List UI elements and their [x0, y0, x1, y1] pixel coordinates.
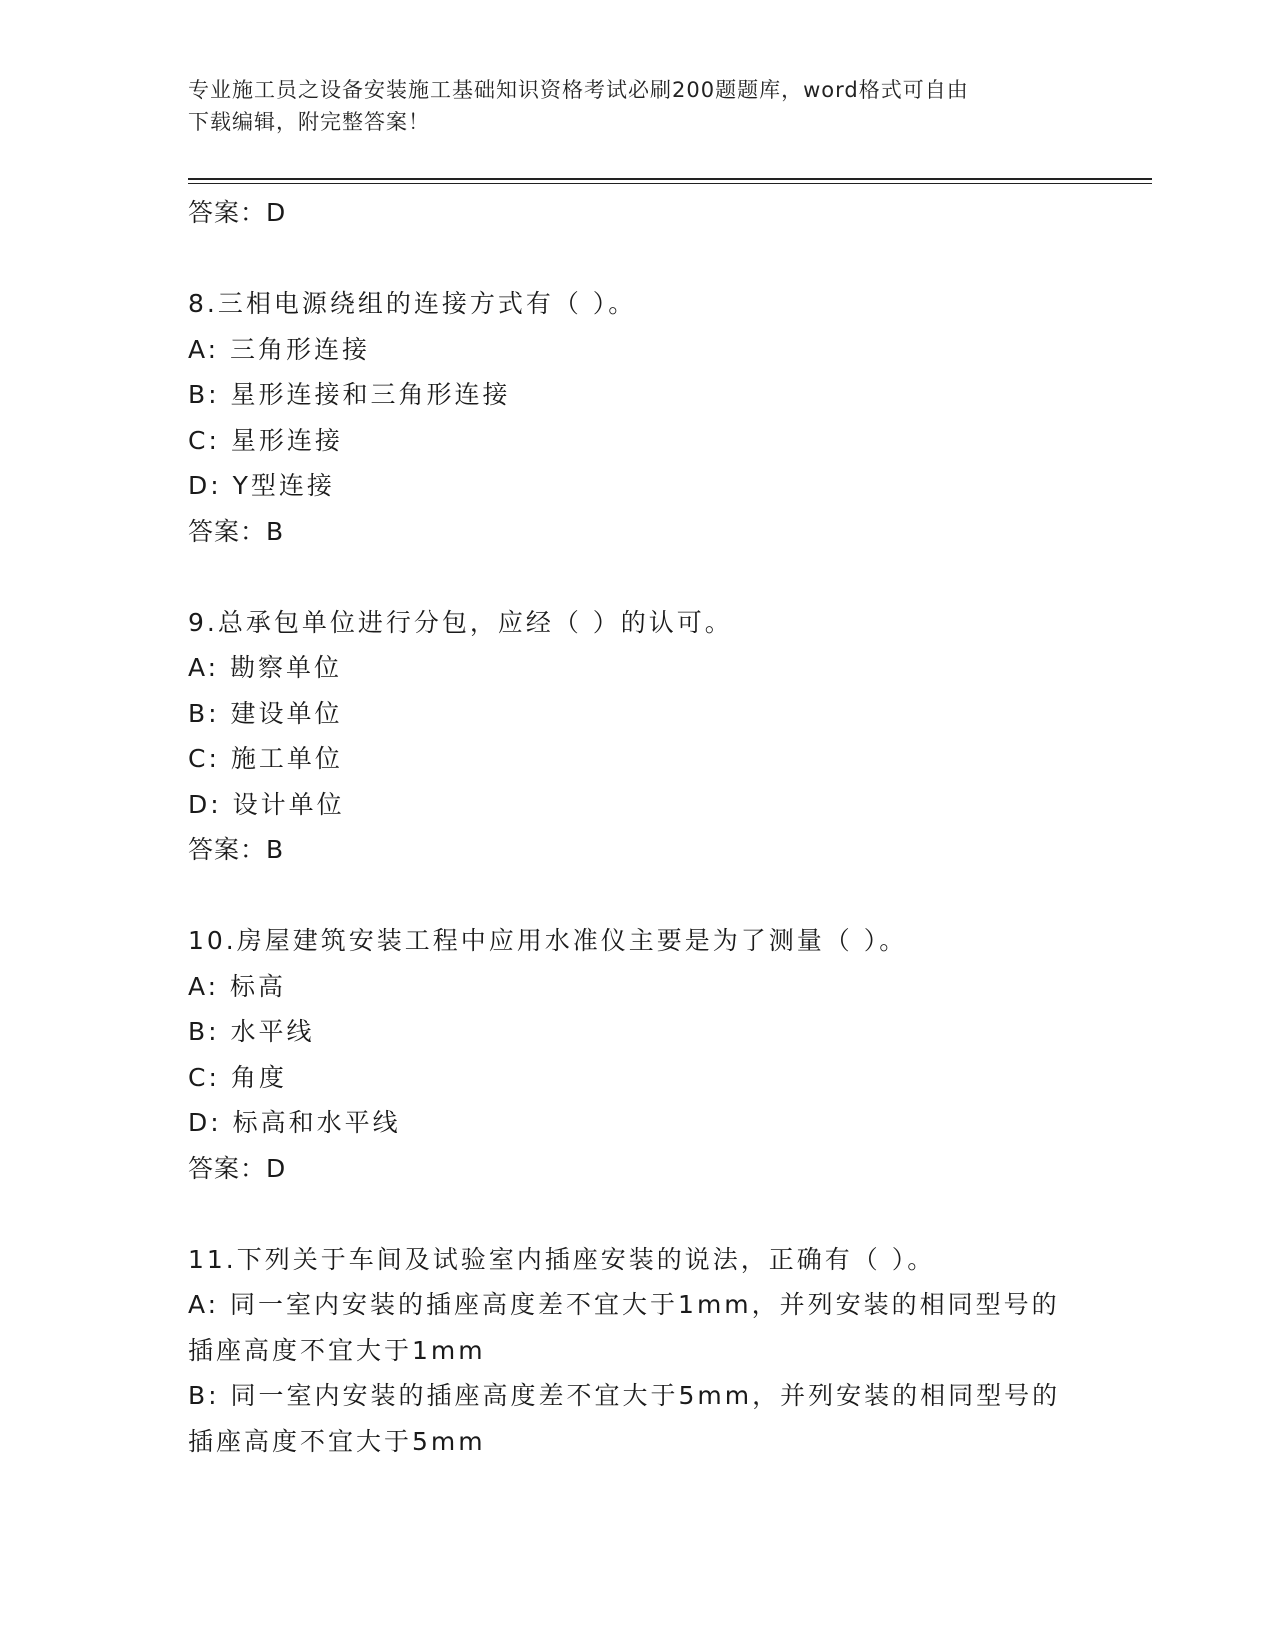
question-stem: 10.房屋建筑安装工程中应用水准仪主要是为了测量（ ）。 [188, 926, 908, 955]
document-page [188, 0, 1148, 1650]
document-header [188, 74, 1068, 138]
question-stem: 11.下列关于车间及试验室内插座安装的说法，正确有（ ）。 [188, 1244, 936, 1274]
answer-line: 答案：D [188, 198, 287, 227]
header-divider-thick [188, 178, 1152, 180]
question-block [188, 918, 1148, 1191]
option-d: D: 标高和水平线 [188, 1108, 401, 1137]
spacer [188, 554, 1148, 600]
answer-line: 答案：D [188, 1153, 287, 1183]
option-d: D: 设计单位 [188, 789, 345, 819]
option-b: B: 建设单位 [188, 698, 343, 728]
question-stem: 9.总承包单位进行分包，应经（ ）的认可。 [188, 607, 733, 637]
answer-line: 答案：B [188, 516, 285, 546]
spacer [188, 1191, 1148, 1237]
option-a: A: 同一室内安装的插座高度差不宜大于1mm，并列安装的相同型号的 [188, 1290, 1060, 1319]
option-a: A: 勘察单位 [188, 653, 343, 682]
question-list [188, 190, 1148, 1464]
option-c: C: 星形连接 [188, 425, 343, 455]
header-line-1: 专业施工员之设备安装施工基础知识资格考试必刷200题题库，word格式可自由 [188, 78, 969, 102]
option-c: C: 角度 [188, 1062, 287, 1092]
header-divider-thin [188, 183, 1152, 184]
spacer [188, 236, 1148, 282]
question-block [188, 1237, 1148, 1465]
question-block [188, 281, 1148, 554]
header-line-2: 下载编辑，附完整答案！ [188, 110, 430, 134]
option-d: D: Y型连接 [188, 471, 335, 500]
option-b: B: 水平线 [188, 1017, 315, 1046]
option-a-continued: 插座高度不宜大于1mm [188, 1335, 486, 1365]
option-b: B: 星形连接和三角形连接 [188, 380, 511, 409]
option-a: A: 标高 [188, 971, 287, 1001]
option-a: A: 三角形连接 [188, 334, 371, 364]
question-stem: 8.三相电源绕组的连接方式有（ ）。 [188, 289, 637, 318]
option-c: C: 施工单位 [188, 744, 343, 773]
question-block [188, 600, 1148, 873]
answer-line: 答案：B [188, 835, 285, 864]
option-b: B: 同一室内安装的插座高度差不宜大于5mm，并列安装的相同型号的 [188, 1381, 1061, 1410]
spacer [188, 873, 1148, 919]
option-b-continued: 插座高度不宜大于5mm [188, 1426, 486, 1456]
